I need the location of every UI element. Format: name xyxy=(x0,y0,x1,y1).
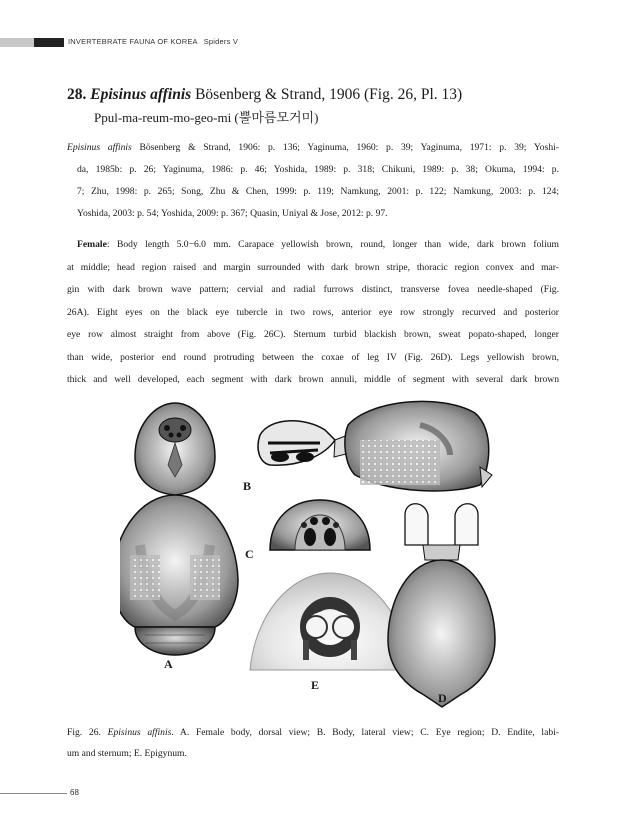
figure-illustration xyxy=(120,395,520,710)
running-header xyxy=(68,37,238,46)
description-block xyxy=(67,234,559,392)
figure-reference: (Fig. 26, Pl. 13) xyxy=(364,86,463,103)
description-label: Female xyxy=(77,239,107,250)
figure-label-c: C xyxy=(245,547,254,561)
caption-text: . A. Female body, dorsal view; B. Body, lateral view; C. Eye region; D. Endite, labi- xyxy=(171,727,559,738)
species-authority: Bösenberg & Strand, 1906 xyxy=(195,86,361,103)
figure-26 xyxy=(120,395,520,710)
caption-line: um and sternum; E. Epigynum. xyxy=(67,748,187,759)
figure-b-lateral-view xyxy=(258,401,492,491)
section-name: Spiders V xyxy=(203,37,239,46)
species-heading xyxy=(67,86,462,104)
species-binomial: Episinus affinis xyxy=(90,86,192,103)
synonymy-line xyxy=(67,137,559,159)
description-line: at middle; head region raised and margin surrounded with dark brown stripe, thoracic region convex and mar- xyxy=(67,261,559,273)
description-line xyxy=(67,234,559,257)
figure-label-a: A xyxy=(164,657,173,671)
description-line: than wide, posterior end round protruding between the coxae of leg IV (Fig. 26D). Legs yellowish brown, xyxy=(67,351,559,363)
description-line: gin with dark brown wave pattern; cervial and radial furrows distinct, transverse fovea needle-shaped (Fig. xyxy=(67,284,559,295)
species-number: 28. xyxy=(67,86,87,103)
footer-rule xyxy=(0,793,67,794)
description-line: eye row almost straight from above (Fig. 26C). Sternum turbid blackish brown, sweat popato-shaped, longer xyxy=(67,329,559,340)
common-name: Ppul-ma-reum-mo-geo-mi (뿔마름모거미) xyxy=(94,110,319,125)
header-bar-dark xyxy=(34,38,64,47)
synonymy-block xyxy=(67,137,559,225)
figure-caption xyxy=(67,722,559,764)
figure-e-epigynum xyxy=(250,573,410,670)
description-line: 26A). Eight eyes on the black eye tubercle in two rows, anterior eye row strongly recurved and posterior xyxy=(67,306,559,318)
header-bar-light xyxy=(0,38,34,47)
figure-label-b: B xyxy=(243,479,252,493)
caption-species: Episinus affinis xyxy=(107,727,172,738)
caption-line xyxy=(67,722,559,743)
synonymy-line: 7; Zhu, 1998: p. 265; Song, Zhu & Chen, 1999: p. 119; Namkung, 2001: p. 122; Namkung, 2003: p. 124; xyxy=(77,186,559,197)
synonymy-line: Yoshida, 2003: p. 54; Yoshida, 2009: p. 367; Quasin, Uniyal & Jose, 2012: p. 97. xyxy=(77,208,388,219)
description-text: : Body length 5.0−6.0 mm. Carapace yellowish brown, round, longer than wide, dark brown folium xyxy=(106,239,559,250)
synonymy-text: Bösenberg & Strand, 1906: p. 136; Yaginuma, 1960: p. 39; Yaginuma, 1971: p. 39; Yoshi- xyxy=(131,142,559,153)
figure-label-e: E xyxy=(311,678,320,692)
synonymy-line: da, 1985b: p. 26; Yaginuma, 1986: p. 46; Yoshida, 1989: p. 318; Chikuni, 1989: p. 38; Okuma, 1994: p. xyxy=(77,164,559,175)
synonymy-taxon: Episinus affinis xyxy=(67,142,132,153)
figure-label-d: D xyxy=(438,691,447,705)
figure-c-eye-region xyxy=(270,500,370,550)
page-number: 68 xyxy=(70,788,79,797)
figure-d-sternum xyxy=(388,504,495,707)
caption-prefix: Fig. 26. xyxy=(67,727,108,738)
description-line: thick and well developed, each segment with dark brown annuli, middle of segment with several dark brown xyxy=(67,374,559,385)
figure-a-dorsal-view xyxy=(120,403,238,655)
running-title: INVERTEBRATE FAUNA OF KOREA xyxy=(68,37,198,46)
